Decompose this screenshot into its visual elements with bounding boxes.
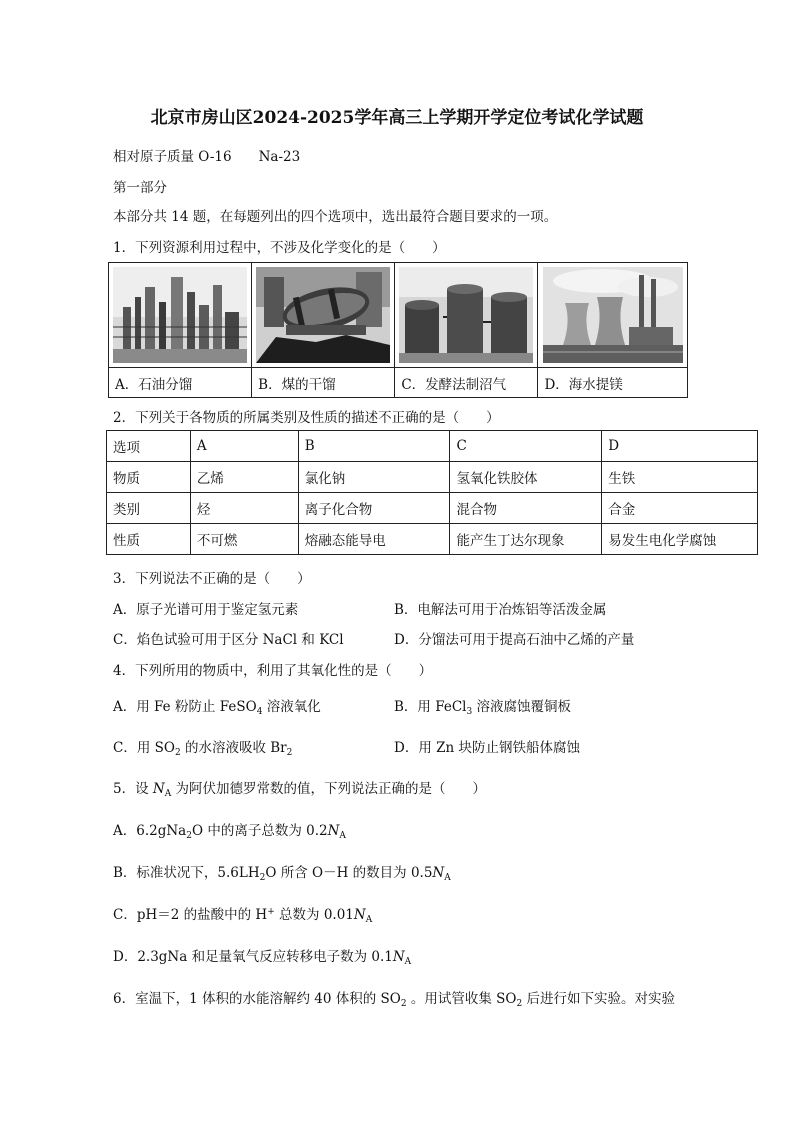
q5-stem xyxy=(113,777,486,797)
q1-image-cell-b xyxy=(252,263,395,368)
q5-a-na: N xyxy=(327,823,340,839)
q4-b-text: B．用 FeCl xyxy=(394,699,467,715)
q5-option-d xyxy=(113,945,411,965)
coke-oven-photo xyxy=(256,267,390,363)
q3-option-d: D．分馏法可用于提高石油中乙烯的产量 xyxy=(394,632,635,648)
biogas-tank-photo xyxy=(399,267,533,363)
q5-b-text-end: O 所含 O－H 的数目为 0.5 xyxy=(265,865,433,881)
q2-cell: 混合物 xyxy=(450,493,602,524)
q2-row-category xyxy=(107,493,758,524)
q6-sub2: 2 xyxy=(516,999,523,1009)
q4-c-sub2: 2 xyxy=(286,748,293,758)
q4-option-d: D．用 Zn 块防止钢铁船体腐蚀 xyxy=(394,740,580,756)
q5-c-text-end: 总数为 0.01 xyxy=(274,907,354,923)
q5-stem-post: 为阿伏加德罗常数的值，下列说法正确的是（ ） xyxy=(171,781,486,797)
q3-option-b: B．电解法可用于冶炼铝等活泼金属 xyxy=(394,602,607,618)
q5-c-na: N xyxy=(353,907,366,923)
refinery-photo xyxy=(113,267,247,363)
q5-option-c xyxy=(113,903,372,923)
q2-table xyxy=(106,430,758,555)
q5-a-text: A．6.2gNa xyxy=(113,823,187,839)
q4-option-b xyxy=(394,695,571,715)
q4-b-sub: 3 xyxy=(466,707,473,717)
q5-a-na-sub: A xyxy=(339,831,346,841)
q4-option-c xyxy=(113,736,292,756)
q4-b-text-end: 溶液腐蚀覆铜板 xyxy=(472,699,572,715)
q2-cell: 熔融态能导电 xyxy=(298,524,450,555)
q2-cell: 氢氧化铁胶体 xyxy=(450,462,602,493)
q6-text: 6．室温下，1 体积的水能溶解约 40 体积的 SO xyxy=(113,991,401,1007)
part-title: 第一部分 xyxy=(113,180,167,196)
q1-image-cell-c xyxy=(395,263,538,368)
q3-option-a: A．原子光谱可用于鉴定氢元素 xyxy=(113,602,299,618)
q5-b-na: N xyxy=(432,865,445,881)
q4-c-text-mid: 的水溶液吸收 Br xyxy=(180,740,287,756)
q2-cell: 生铁 xyxy=(602,462,758,493)
q1-option-b: B．煤的干馏 xyxy=(252,368,395,398)
q2-cell: 烃 xyxy=(190,493,298,524)
q4-c-sub: 2 xyxy=(174,748,181,758)
q2-cell: A xyxy=(190,431,298,462)
q2-cell: 性质 xyxy=(107,524,191,555)
q6-text-end: 后进行如下实验。对实验 xyxy=(522,991,676,1007)
q2-cell: 氯化钠 xyxy=(298,462,450,493)
atomic-mass-line: 相对原子质量 O-16 Na-23 xyxy=(113,149,301,165)
q2-cell: 易发生电化学腐蚀 xyxy=(602,524,758,555)
q4-a-text: A．用 Fe 粉防止 FeSO xyxy=(113,699,257,715)
q5-option-a xyxy=(113,819,346,839)
q5-na-sub: A xyxy=(164,789,172,799)
q2-cell: 选项 xyxy=(107,431,191,462)
power-plant-photo xyxy=(543,267,683,363)
q1-image-table xyxy=(108,262,688,398)
q2-cell: 类别 xyxy=(107,493,191,524)
q5-a-text-end: O 中的离子总数为 0.2 xyxy=(191,823,328,839)
q4-c-text: C．用 SO xyxy=(113,740,175,756)
q5-b-text: B．标准状况下，5.6LH xyxy=(113,865,260,881)
q5-c-sup: + xyxy=(267,907,275,917)
q2-cell: C xyxy=(450,431,602,462)
q5-d-na-sub: A xyxy=(404,957,412,967)
q2-cell: D xyxy=(602,431,758,462)
q2-cell: B xyxy=(298,431,450,462)
q3-stem: 3．下列说法不正确的是（ ） xyxy=(113,571,311,587)
q5-d-na: N xyxy=(392,949,405,965)
q1-option-c: C．发酵法制沼气 xyxy=(395,368,538,398)
q2-cell: 合金 xyxy=(602,493,758,524)
q6-text-mid: 。用试管收集 SO xyxy=(406,991,517,1007)
q2-stem: 2．下列关于各物质的所属类别及性质的描述不正确的是（ ） xyxy=(113,410,500,426)
q5-na: N xyxy=(152,781,165,797)
instructions: 本部分共 14 题，在每题列出的四个选项中，选出最符合题目要求的一项。 xyxy=(113,209,558,225)
q5-c-text: C．pH＝2 的盐酸中的 H xyxy=(113,907,268,923)
q2-cell: 离子化合物 xyxy=(298,493,450,524)
q2-cell: 不可燃 xyxy=(190,524,298,555)
q2-row-property xyxy=(107,524,758,555)
q2-row-substance xyxy=(107,462,758,493)
q6-sub: 2 xyxy=(400,999,407,1009)
q1-image-cell-a xyxy=(109,263,252,368)
q5-stem-pre: 5．设 xyxy=(113,781,153,797)
q2-cell: 乙烯 xyxy=(190,462,298,493)
q4-option-a xyxy=(113,695,321,715)
q5-c-na-sub: A xyxy=(365,915,373,925)
q1-stem: 1．下列资源利用过程中，不涉及化学变化的是（ ） xyxy=(113,240,446,256)
q6-stem xyxy=(113,987,675,1007)
q5-b-na-sub: A xyxy=(444,873,451,883)
page-title: 北京市房山区2024-2025学年高三上学期开学定位考试化学试题 xyxy=(150,108,644,128)
q2-cell: 物质 xyxy=(107,462,191,493)
q1-option-a: A．石油分馏 xyxy=(109,368,252,398)
q2-cell: 能产生丁达尔现象 xyxy=(450,524,602,555)
q4-stem: 4．下列所用的物质中，利用了其氧化性的是（ ） xyxy=(113,663,433,679)
q2-row-header xyxy=(107,431,758,462)
q4-a-text-end: 溶液氧化 xyxy=(262,699,321,715)
q5-a-sub: 2 xyxy=(186,831,192,841)
q1-option-d: D．海水提镁 xyxy=(538,368,688,398)
q5-d-text: D．2.3gNa 和足量氧气反应转移电子数为 0.1 xyxy=(113,949,393,965)
q4-a-sub: 4 xyxy=(256,707,263,717)
q3-option-c: C．焰色试验可用于区分 NaCl 和 KCl xyxy=(113,632,344,648)
q1-image-cell-d xyxy=(538,263,688,368)
q5-b-sub: 2 xyxy=(259,873,266,883)
q5-option-b xyxy=(113,861,451,881)
